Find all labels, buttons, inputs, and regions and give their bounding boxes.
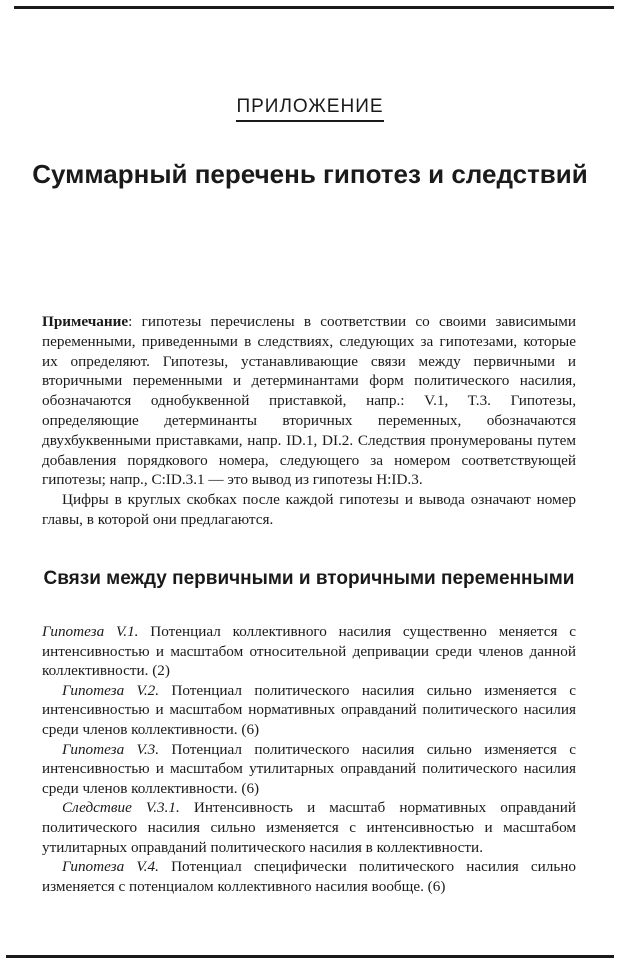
hypothesis-item [42,740,576,799]
corollary-text: Интенсивность и масштаб нормативных оправданий политического насилия сильно изменяется с интенсивностью и масштабом утилитарных оправданий политического насилия в коллективности. [42,799,576,856]
section-title: Связи между первичными и вторичными переменными [43,568,575,589]
hypothesis-label: Гипотеза V.4. [62,858,159,876]
top-rule [14,6,614,9]
hypothesis-item [42,857,576,896]
hypothesis-item [42,622,576,681]
hypothesis-label: Гипотеза V.1. [42,623,139,640]
page-title-text: Суммарный перечень гипотез и следствий [32,159,588,189]
note-label: Примечание [42,313,129,330]
corollary-label: Следствие V.3.1. [62,799,180,817]
hypothesis-text: Потенциал коллективного насилия существенно меняется с интенсивностью и масштабом относительной депривации среди членов данной коллективности. (2) [42,623,576,680]
hypothesis-label: Гипотеза V.3. [62,740,160,758]
page-title [0,158,620,191]
note-paragraph-2: Цифры в круглых скобках после каждой гипотезы и вывода означают номер главы, в которой они предлагаются. [42,491,576,528]
section-body [42,622,576,896]
hypothesis-text: Потенциал специфически политического насилия сильно изменяется с потенциалом коллективного насилия вообще. (6) [42,858,576,895]
bottom-rule [6,955,614,958]
note-paragraph [42,312,576,490]
hypothesis-label: Гипотеза V.2. [62,681,160,699]
hypothesis-item [42,681,576,740]
note-text: : гипотезы перечислены в соответствии со своими зависимыми переменными, приведенными в следствиях, следующих за гипотезами, которые их определяют. Гипотезы, устанавливающие связи между первичными и вторичными переменными и детерминантами форм политического насилия, обозначаются однобуквенной приставкой, напр.: V.1, T.3. Гипотезы, определяющие детерминанты вторичных переменных, обозначаются двухбуквенными приставками, напр. ID.1, DI.2. Следствия пронумерованы путем добавления порядкового номера, следующего за номером соответствующей гипотезы; напр., C:ID.3.1 — это вывод из гипотезы H:ID.3. [42,313,576,489]
note-block [42,312,576,530]
hypothesis-text: Потенциал политического насилия сильно изменяется с интенсивностью и масштабом утилитарных оправданий политического насилия среди членов коллективности. (6) [42,740,576,797]
appendix-label [0,96,620,122]
appendix-label-text: ПРИЛОЖЕНИЕ [236,96,383,122]
corollary-item [42,798,576,857]
hypothesis-text: Потенциал политического насилия сильно изменяется с интенсивностью и масштабом нормативных оправданий политического насилия среди членов коллективности. (6) [42,681,576,738]
